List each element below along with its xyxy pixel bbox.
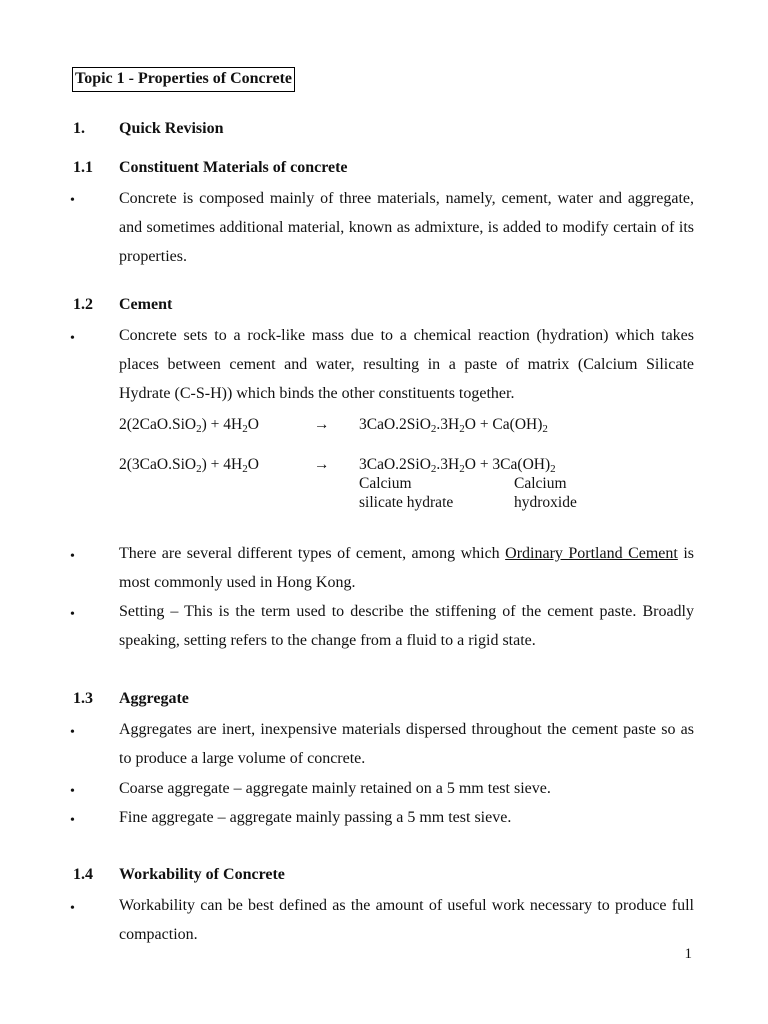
bullet: • — [70, 193, 75, 208]
equation-left — [119, 456, 259, 474]
equation-right — [359, 456, 556, 474]
bullet: • — [70, 725, 75, 740]
section-number: 1.3 — [73, 690, 93, 707]
paragraph — [119, 539, 694, 597]
bullet: • — [70, 331, 75, 346]
product-label: Calcium — [359, 475, 412, 492]
text-run: There are several different types of cement, among which — [119, 545, 506, 562]
section-heading: Cement — [119, 296, 173, 313]
paragraph: Setting – This is the term used to describe the stiffening of the cement paste. Broadly speaking, setting refers to the change from a fluid to a rigid state. — [119, 603, 694, 649]
equation-right — [359, 416, 548, 434]
equation-text: $3CaO.2SiO_2.3H_2O + 3Ca(OH)_2$ — [359, 456, 556, 475]
equation-text: $3CaO.2SiO_2.3H_2O + Ca(OH)_2$ — [359, 416, 548, 435]
underlined-term: Ordinary Portland Cement — [505, 545, 678, 562]
paragraph: Fine aggregate – aggregate mainly passing a 5 mm test sieve. — [119, 809, 512, 826]
bullet: • — [70, 813, 75, 828]
section-number: 1.1 — [73, 159, 93, 176]
paragraph: Concrete sets to a rock-like mass due to a chemical reaction (hydration) which takes places between cement and water, resulting in a paste of matrix (Calcium Silicate Hydrate (C-S-H)) which binds the other constituents together. — [119, 327, 694, 402]
section-heading: Quick Revision — [119, 120, 224, 137]
section-heading: Workability of Concrete — [119, 866, 285, 883]
page-number: 1 — [684, 946, 692, 962]
bullet: • — [70, 607, 75, 622]
product-label: Calcium — [514, 475, 567, 492]
equation-left — [119, 416, 259, 434]
paragraph: Coarse aggregate – aggregate mainly retained on a 5 mm test sieve. — [119, 780, 551, 797]
bullet: • — [70, 901, 75, 916]
section-heading: Constituent Materials of concrete — [119, 159, 348, 176]
paragraph: Aggregates are inert, inexpensive materials dispersed throughout the cement paste so as to produce a large volume of concrete. — [119, 721, 694, 767]
reaction-arrow: → — [314, 456, 330, 473]
section-heading: Aggregate — [119, 690, 189, 707]
paragraph: Workability can be best defined as the amount of useful work necessary to produce full compaction. — [119, 897, 694, 943]
product-label: silicate hydrate — [359, 494, 454, 511]
page-title: Topic 1 - Properties of Concrete — [72, 67, 295, 92]
product-label: hydroxide — [514, 494, 577, 511]
bullet: • — [70, 549, 75, 564]
reaction-arrow: → — [314, 416, 330, 433]
text-run: is most commonly used in Hong Kong. — [119, 545, 695, 591]
section-number: 1.4 — [73, 866, 93, 883]
section-number: 1.2 — [73, 296, 93, 313]
bullet: • — [70, 784, 75, 799]
equation-text: $2(3CaO.SiO_2) + 4H_2O$ — [119, 456, 259, 475]
paragraph: Concrete is composed mainly of three materials, namely, cement, water and aggregate, and sometimes additional material, known as admixture, is added to modify certain of its properties. — [119, 190, 694, 265]
section-number: 1. — [73, 120, 85, 137]
equation-text: $2(2CaO.SiO_2) + 4H_2O$ — [119, 416, 259, 435]
